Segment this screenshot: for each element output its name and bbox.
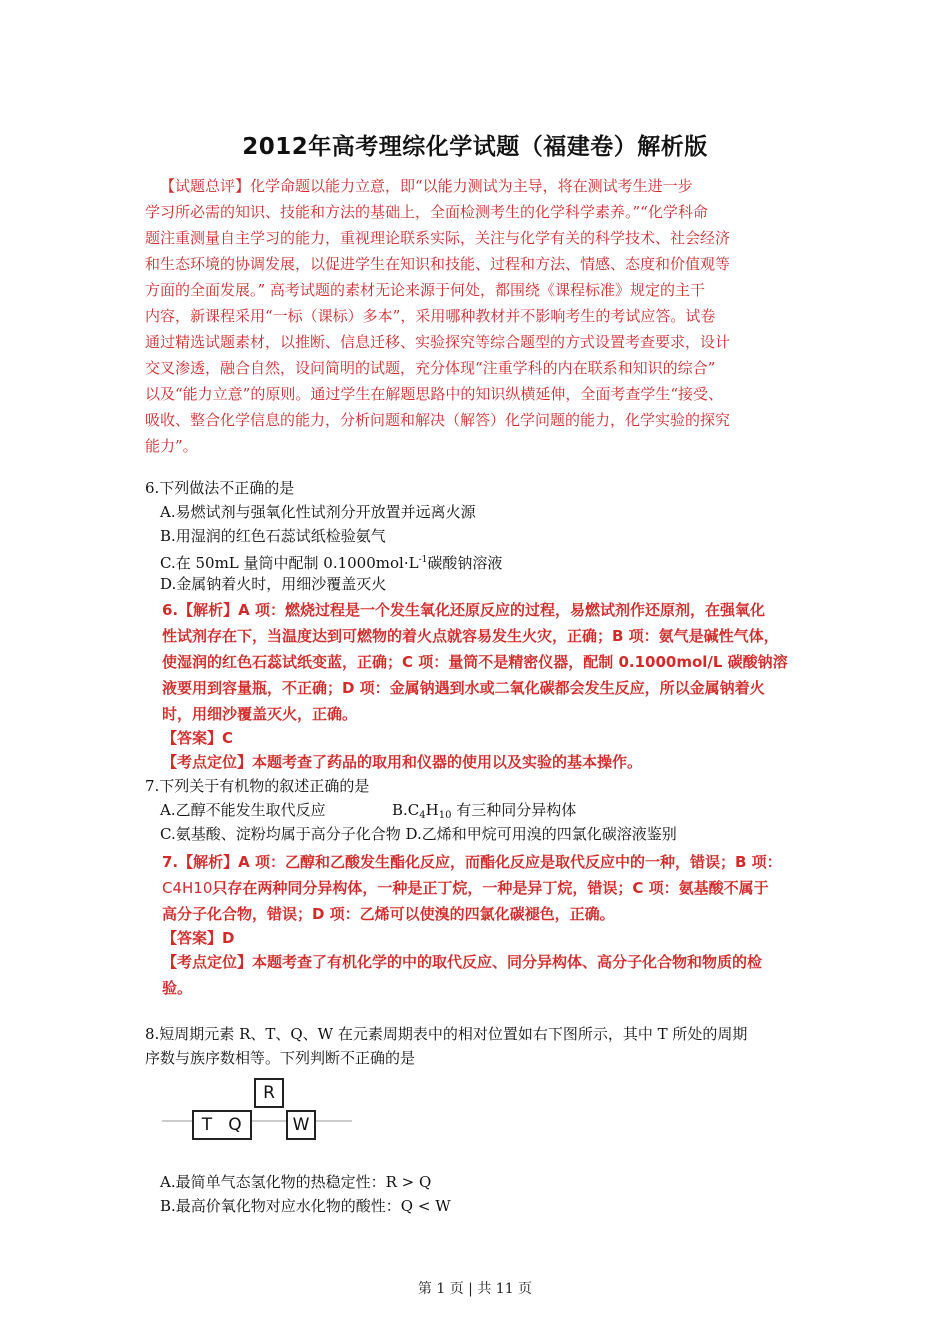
- summary-line: 通过精选试题素材，以推断、信息迁移、实验探究等综合题型的方式设置考查要求，设计: [145, 333, 731, 351]
- analysis-line: 时，用细沙覆盖灭火，正确。: [162, 705, 358, 723]
- page-footer: 第 1 页 | 共 11 页: [417, 1281, 533, 1297]
- option-cd: C.氨基酸、淀粉均属于高分子化合物 D.乙烯和甲烷可用溴的四氯化碳溶液鉴别: [160, 825, 677, 843]
- question-stem: 7.下列关于有机物的叙述正确的是: [145, 777, 370, 795]
- summary-line: 交叉渗透，融合自然，设问简明的试题，充分体现“注重学科的内在联系和知识的综合”: [145, 359, 716, 377]
- summary-line: 吸收、整合化学信息的能力，分析问题和解决（解答）化学问题的能力，化学实验的探究: [145, 411, 731, 429]
- page-title: 2012年高考理综化学试题（福建卷）解析版: [242, 134, 708, 160]
- option-c-text: C.在 50mL 量筒中配制 0.1000mol·L: [160, 554, 419, 572]
- summary-line: 以及“能力立意”的原则。通过学生在解题思路中的知识纵横延伸，全面考查学生“接受、: [145, 385, 724, 403]
- summary-line: 内容，新课程采用“一标（课标）多本”，采用哪种教材并不影响考生的考试应答。试卷: [145, 307, 716, 325]
- analysis-line: 性试剂存在下，当温度达到可燃物的着火点就容易发生火灾，正确；B 项：氨气是碱性气体，: [162, 627, 779, 645]
- analysis-line: 7.【解析】A 项：乙醇和乙酸发生酯化反应，而酯化反应是取代反应中的一种，错误；B 项：: [162, 853, 782, 871]
- option-b-pre: B.C: [392, 801, 420, 819]
- option-b-post: 有三种同分异构体: [451, 801, 577, 819]
- analysis-line: 使湿润的红色石蕊试纸变蓝，正确；C 项：量筒不是精密仪器，配制 0.1000mol/L 碳酸钠溶: [162, 653, 788, 671]
- question-stem: 8.短周期元素 R、T、Q、W 在元素周期表中的相对位置如右下图所示，其中 T 所处的周期: [145, 1025, 748, 1043]
- option-a: A.易燃试剂与强氧化性试剂分开放置并远离火源: [160, 503, 476, 521]
- subscript: 10: [438, 810, 452, 821]
- option-c: [160, 550, 502, 573]
- subscript: 4: [419, 810, 426, 821]
- option-b: [392, 800, 576, 826]
- option-a: A.乙醇不能发生取代反应: [160, 801, 326, 819]
- question-stem: 序数与族序数相等。下列判断不正确的是: [145, 1049, 416, 1067]
- analysis-text: 只存在两种同分异构体，一种是正丁烷，一种是异丁烷，错误；C 项：氨基酸不属于: [212, 879, 769, 897]
- analysis-line: 6.【解析】A 项：燃烧过程是一个发生氧化还原反应的过程，易燃试剂作还原剂，在强氧化: [162, 601, 765, 619]
- answer-label: 【答案】C: [162, 729, 234, 747]
- summary-line: 题注重测量自主学习的能力，重视理论联系实际，关注与化学有关的科学技术、社会经济: [145, 229, 731, 247]
- key-point: 【考点定位】本题考查了有机化学的中的取代反应、同分异构体、高分子化合物和物质的检: [162, 953, 763, 971]
- key-point: 验。: [162, 979, 193, 997]
- summary-line: 【试题总评】化学命题以能力立意，即“以能力测试为主导，将在测试考生进一步: [160, 177, 693, 195]
- analysis-line: [162, 878, 769, 898]
- option-c-tail: 碳酸钠溶液: [427, 554, 503, 572]
- option-b-mid: H: [425, 801, 439, 819]
- analysis-line: 液要用到容量瓶，不正确；D 项：金属钠遇到水或二氧化碳都会发生反应，所以金属钠着火: [162, 679, 765, 697]
- question-stem: 6.下列做法不正确的是: [145, 479, 295, 497]
- answer-label: 【答案】D: [162, 929, 235, 947]
- cell-w: W: [286, 1110, 316, 1140]
- superscript: -1: [418, 555, 428, 565]
- option-d: D.金属钠着火时，用细沙覆盖灭火: [160, 575, 387, 593]
- summary-line: 和生态环境的协调发展，以促进学生在知识和技能、过程和方法、情感、态度和价值观等: [145, 255, 731, 273]
- cell-r: R: [254, 1078, 284, 1108]
- figure-shadow: [162, 1120, 352, 1122]
- periodic-table-figure: [192, 1078, 322, 1148]
- cell-t: T: [192, 1110, 222, 1140]
- analysis-line: 高分子化合物，错误；D 项：乙烯可以使溴的四氯化碳褪色，正确。: [162, 905, 615, 923]
- option-a: A.最简单气态氢化物的热稳定性：R > Q: [160, 1173, 432, 1191]
- option-b: B.用湿润的红色石蕊试纸检验氨气: [160, 527, 386, 545]
- summary-line: 学习所必需的知识、技能和方法的基础上，全面检测考生的化学科学素养。”“化学科命: [145, 203, 708, 221]
- summary-line: 能力”。: [145, 437, 198, 455]
- summary-line: 方面的全面发展。” 高考试题的素材无论来源于何处，都围绕《课程标准》规定的主干: [145, 281, 705, 299]
- formula: C4H10: [162, 879, 213, 897]
- option-b: B.最高价氧化物对应水化物的酸性：Q < W: [160, 1197, 451, 1215]
- cell-q: Q: [220, 1110, 252, 1140]
- key-point: 【考点定位】本题考查了药品的取用和仪器的使用以及实验的基本操作。: [162, 753, 643, 771]
